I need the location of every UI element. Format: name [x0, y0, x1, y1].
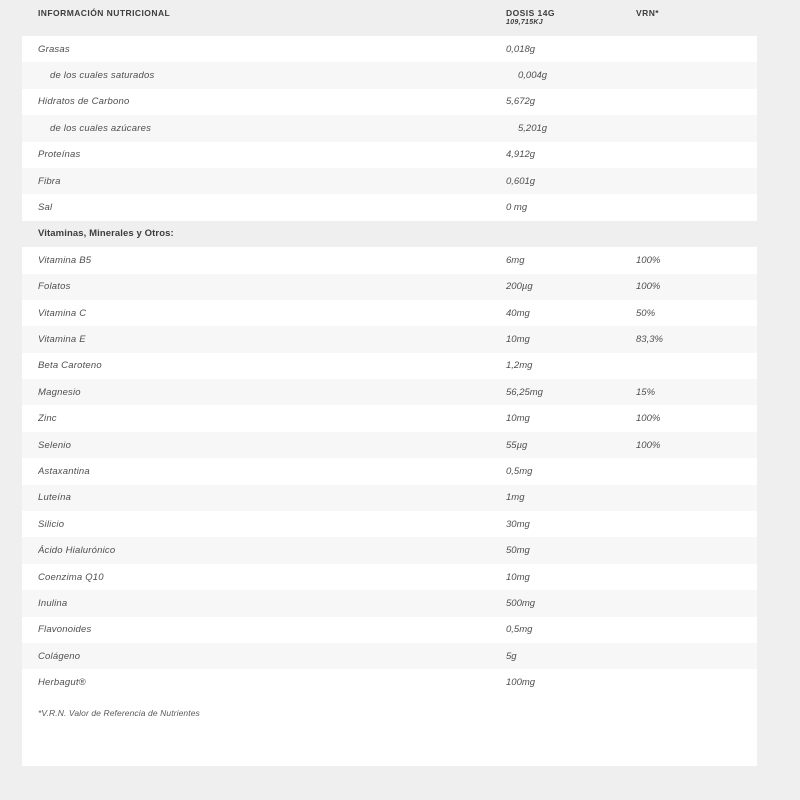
table-row [22, 36, 757, 62]
cell-dose-value: 0,5mg [506, 465, 533, 477]
table-bottom-spacer [22, 730, 757, 766]
cell-dose-value: 1mg [506, 492, 525, 504]
cell-nutrient-name: Luteína [38, 492, 72, 504]
cell-vrn-value: 15% [636, 386, 656, 398]
table-row [22, 62, 757, 88]
header-vrn: VRN* [636, 8, 660, 18]
cell-dose-value: 5,672g [506, 96, 536, 108]
cell-dose-value: 5,201g [518, 122, 548, 134]
cell-nutrient-name: Vitaminas, Minerales y Otros: [38, 228, 174, 240]
table-row [22, 590, 757, 616]
cell-nutrient-name: Flavonoides [38, 624, 92, 636]
cell-dose-value: 5g [506, 650, 517, 662]
table-row [22, 405, 757, 431]
cell-nutrient-name: de los cuales saturados [50, 70, 155, 82]
table-row [22, 353, 757, 379]
table-section-row [22, 221, 757, 247]
table-row [22, 485, 757, 511]
cell-nutrient-name: Inulina [38, 597, 68, 609]
cell-dose-value: 6mg [506, 254, 525, 266]
nutrition-table [22, 0, 757, 766]
cell-nutrient-name: Beta Caroteno [38, 360, 102, 372]
cell-nutrient-name: Colágeno [38, 650, 81, 662]
cell-dose-value: 1,2mg [506, 360, 533, 372]
cell-vrn-value: 100% [636, 413, 661, 425]
cell-dose-value: 200µg [506, 281, 533, 293]
cell-dose-value: 0,004g [518, 70, 548, 82]
table-row [22, 537, 757, 563]
cell-vrn-value: 100% [636, 254, 661, 266]
cell-dose-value: 100mg [506, 677, 536, 689]
table-body [22, 36, 757, 696]
cell-dose-value: 0,018g [506, 43, 536, 55]
table-row [22, 326, 757, 352]
table-row [22, 432, 757, 458]
cell-dose-value: 0 mg [506, 202, 528, 214]
table-row [22, 168, 757, 194]
cell-nutrient-name: de los cuales azúcares [50, 122, 152, 134]
cell-dose-value: 56,25mg [506, 386, 543, 398]
table-header-row [22, 0, 757, 36]
cell-nutrient-name: Vitamina E [38, 333, 86, 345]
cell-vrn-value: 83,3% [636, 333, 663, 345]
cell-nutrient-name: Astaxantina [38, 465, 90, 477]
header-information-nutricional: INFORMACIÓN NUTRICIONAL [38, 8, 171, 18]
cell-nutrient-name: Magnesio [38, 386, 81, 398]
cell-dose-value: 40mg [506, 307, 530, 319]
cell-nutrient-name: Zinc [38, 413, 57, 425]
cell-dose-value: 0,5mg [506, 624, 533, 636]
cell-dose-value: 30mg [506, 518, 530, 530]
cell-nutrient-name: Selenio [38, 439, 72, 451]
table-row [22, 142, 757, 168]
header-dose-line1: DOSIS 14G [506, 8, 555, 18]
cell-nutrient-name: Proteínas [38, 149, 81, 161]
cell-dose-value: 55µg [506, 439, 528, 451]
cell-vrn-value: 50% [636, 307, 656, 319]
table-row [22, 617, 757, 643]
cell-nutrient-name: Vitamina B5 [38, 254, 92, 266]
cell-dose-value: 4,912g [506, 149, 536, 161]
cell-vrn-value: 100% [636, 439, 661, 451]
table-row [22, 115, 757, 141]
cell-nutrient-name: Silicio [38, 518, 65, 530]
cell-nutrient-name: Coenzima Q10 [38, 571, 104, 583]
cell-nutrient-name: Sal [38, 202, 53, 214]
cell-dose-value: 50mg [506, 545, 530, 557]
table-row [22, 643, 757, 669]
table-row [22, 669, 757, 695]
header-dose [506, 8, 636, 26]
cell-dose-value: 0,601g [506, 175, 536, 187]
cell-nutrient-name: Ácido Hialurónico [38, 545, 116, 557]
table-row [22, 379, 757, 405]
cell-nutrient-name: Folatos [38, 281, 71, 293]
table-row [22, 274, 757, 300]
table-row [22, 300, 757, 326]
header-dose-line2: 109,715KJ [506, 19, 543, 27]
table-row [22, 194, 757, 220]
cell-nutrient-name: Vitamina C [38, 307, 87, 319]
cell-dose-value: 10mg [506, 571, 530, 583]
table-row [22, 564, 757, 590]
table-row [22, 458, 757, 484]
cell-vrn-value: 100% [636, 281, 661, 293]
cell-nutrient-name: Herbagut® [38, 677, 86, 689]
table-row [22, 89, 757, 115]
cell-dose-value: 500mg [506, 597, 536, 609]
footnote-row [22, 696, 757, 730]
cell-dose-value: 10mg [506, 333, 530, 345]
footnote-text: *V.R.N. Valor de Referencia de Nutrientes [38, 707, 200, 718]
cell-nutrient-name: Hidratos de Carbono [38, 96, 130, 108]
cell-dose-value: 10mg [506, 413, 530, 425]
cell-nutrient-name: Grasas [38, 43, 70, 55]
table-row [22, 247, 757, 273]
cell-nutrient-name: Fibra [38, 175, 61, 187]
table-row [22, 511, 757, 537]
